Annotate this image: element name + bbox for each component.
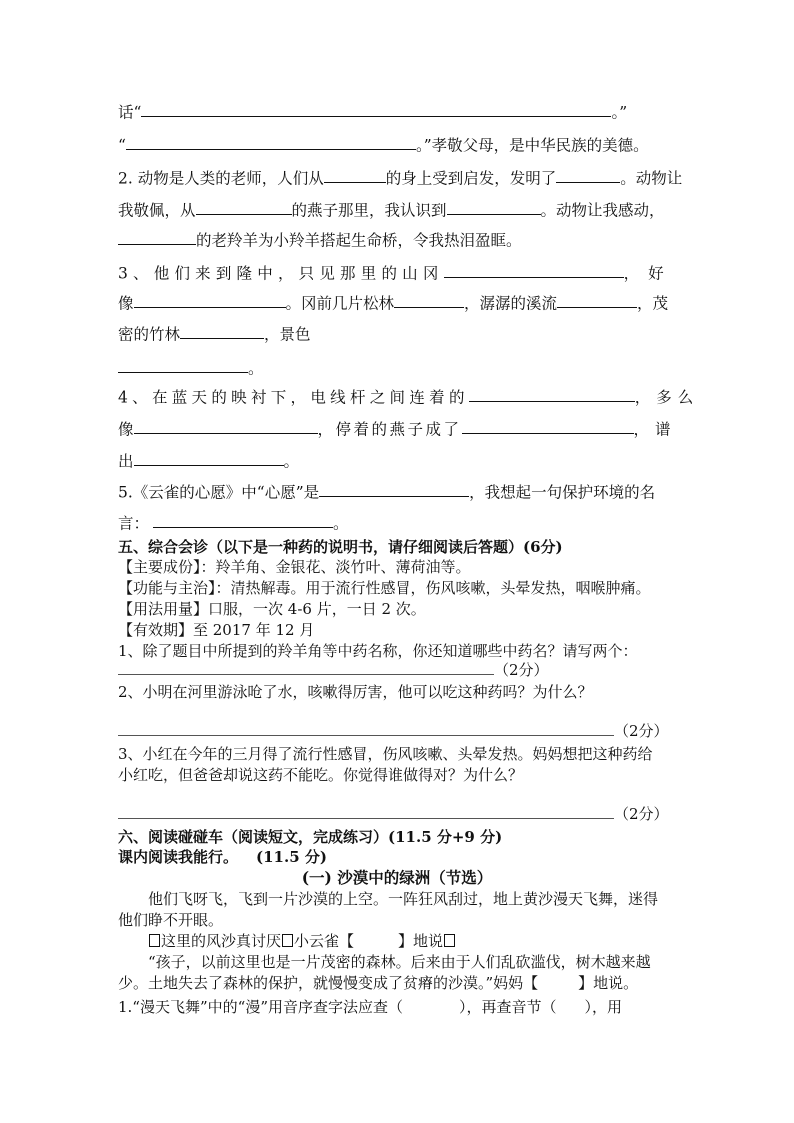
- text: 小云雀【: [294, 932, 355, 950]
- answer-blank[interactable]: [134, 291, 286, 308]
- text: 。”: [611, 103, 628, 122]
- score-label: （2分）: [614, 722, 669, 740]
- answer-blank[interactable]: [319, 480, 469, 497]
- question-2-line-3: [118, 228, 522, 250]
- answer-blank[interactable]: [444, 261, 624, 278]
- answer-blank[interactable]: [196, 198, 292, 215]
- question-3-line-4: [118, 356, 264, 378]
- answer-line[interactable]: [118, 664, 494, 676]
- text: 4、在蓝天的映衬下，电线杆之间连着的: [118, 388, 469, 407]
- text: ，潺潺的溪流: [464, 294, 558, 313]
- section-6-heading: 六、阅读碰碰车（阅读短文，完成练习）(11.5 分+9 分): [118, 828, 503, 846]
- text: 像: [118, 420, 134, 439]
- answer-blank[interactable]: [134, 449, 284, 466]
- text: 1.“漫天飞舞”中的“漫”用音序查字法应查（: [118, 998, 403, 1016]
- text: ），用: [584, 998, 623, 1016]
- punctuation-box[interactable]: [444, 934, 455, 947]
- question-5-line-2: [118, 511, 349, 533]
- section-5-question-1: 1、除了题目中所提到的羚羊角等中药名称，你还知道哪些中药名？请写两个：: [118, 642, 638, 660]
- medicine-expiry: 【有效期】至 2017 年 12 月: [118, 621, 315, 639]
- text: ，我想起一句保护环境的名: [469, 483, 656, 502]
- text: 少。土地失去了森林的保护，就慢慢变成了贫瘠的沙漠。”妈妈【: [118, 974, 539, 992]
- answer-blank[interactable]: [180, 322, 264, 339]
- section-5-question-3-line-1: 3、小红在今年的三月得了流行性感冒，伤风咳嗽、头晕发热。妈妈想把这种药给: [118, 745, 653, 763]
- question-3-line-2: [118, 291, 668, 313]
- section-5-answer-line-2: [118, 720, 669, 741]
- fill-line-1: [118, 100, 627, 122]
- question-2-line-2: [118, 198, 665, 220]
- text: 这里的风沙真讨厌: [161, 932, 282, 950]
- passage-paragraph-1-line-2: 他们睁不开眼。: [118, 911, 224, 929]
- text: 的老羚羊为小羚羊搭起生命桥，令我热泪盈眶。: [196, 231, 522, 250]
- section-5-question-3-line-2: 小红吃，但爸爸却说这药不能吃。你觉得谁做得对？为什么？: [118, 766, 524, 784]
- answer-line[interactable]: [118, 725, 614, 737]
- text: ，好: [623, 264, 673, 283]
- answer-line[interactable]: [118, 808, 614, 820]
- section-5-heading: 五、综合会诊（以下是一种药的说明书，请仔细阅读后答题）(6分): [118, 538, 563, 556]
- question-4-line-3: [118, 449, 299, 471]
- punctuation-box[interactable]: [149, 934, 160, 947]
- section-6-subheading: [118, 846, 327, 867]
- text: 3、他们来到隆中，只见那里的山冈: [118, 264, 444, 283]
- passage-title: (一) 沙漠中的绿洲（节选）: [301, 868, 493, 887]
- text: 言：: [118, 514, 150, 533]
- text: 。动物让: [620, 169, 683, 188]
- text: 。: [283, 452, 300, 471]
- text: 】地说。: [578, 974, 639, 992]
- text: ，停着的燕子成了: [317, 420, 462, 439]
- answer-blank[interactable]: [118, 356, 248, 373]
- text: 我敬佩，从: [118, 201, 196, 220]
- text: 话“: [118, 103, 142, 122]
- text: 。: [248, 359, 264, 378]
- text: 2. 动物是人类的老师，人们从: [118, 169, 324, 188]
- answer-blank[interactable]: [141, 100, 611, 117]
- passage-paragraph-1-line-1: 他们飞呀飞，飞到一片沙漠的上空。一阵狂风刮过，地上黄沙漫天飞舞，迷得: [148, 890, 659, 908]
- answer-blank[interactable]: [462, 417, 634, 434]
- subheading-score: (11.5 分): [256, 848, 327, 866]
- text: ，谱: [633, 420, 677, 439]
- text: 。: [333, 514, 349, 533]
- text: 的身上受到启发，发明了: [385, 169, 557, 188]
- question-3-line-1: [118, 261, 673, 283]
- medicine-ingredients: 【主要成份】：羚羊角、金银花、淡竹叶、薄荷油等。: [118, 558, 471, 576]
- answer-blank[interactable]: [556, 166, 620, 183]
- text: “: [118, 136, 126, 155]
- subheading-text: 课内阅读我能行。: [118, 848, 239, 866]
- passage-paragraph-2: [148, 930, 456, 951]
- section-5-answer-line-1: [118, 659, 549, 680]
- answer-blank[interactable]: [153, 511, 333, 528]
- question-4-line-1: [118, 385, 699, 407]
- section-5-question-2: 2、小明在河里游泳呛了水，咳嗽得厉害，他可以吃这种药吗？为什么？: [118, 683, 593, 701]
- passage-question-1: [118, 996, 622, 1017]
- question-4-line-2: [118, 417, 677, 439]
- medicine-function: 【功能与主治】：清热解毒。用于流行性感冒，伤风咳嗽，头晕发热，咽喉肿痛。: [118, 579, 651, 597]
- score-label: （2分）: [614, 805, 669, 823]
- passage-paragraph-3-line-1: “孩子，以前这里也是一片茂密的森林。后来由于人们乱砍滥伐，树木越来越: [148, 953, 651, 971]
- answer-blank[interactable]: [557, 291, 637, 308]
- text: 。冈前几片松林: [285, 294, 395, 313]
- medicine-usage: 【用法用量】口服，一次 4-6 片，一日 2 次。: [118, 600, 426, 618]
- answer-blank[interactable]: [324, 166, 386, 183]
- answer-blank[interactable]: [126, 133, 416, 150]
- score-label: （2分）: [494, 661, 549, 679]
- answer-blank[interactable]: [134, 417, 318, 434]
- text: ，多么: [634, 388, 700, 407]
- text: 。”孝敬父母，是中华民族的美德。: [415, 136, 649, 155]
- question-2-line-1: [118, 166, 682, 188]
- text: ，茂: [637, 294, 669, 313]
- text: 的燕子那里，我认识到: [291, 201, 447, 220]
- text: 像: [118, 294, 134, 313]
- answer-blank[interactable]: [447, 198, 541, 215]
- passage-paragraph-3-line-2: [118, 972, 638, 993]
- text: ，景色: [264, 325, 311, 344]
- section-5-answer-line-3: [118, 803, 669, 824]
- punctuation-box[interactable]: [282, 934, 293, 947]
- text: 出: [118, 452, 134, 471]
- answer-blank[interactable]: [469, 385, 635, 402]
- question-5-line-1: [118, 480, 655, 502]
- text: 密的竹林: [118, 325, 181, 344]
- text: 5.《云雀的心愿》中“心愿”是: [118, 483, 320, 502]
- text: ），再查音节（: [459, 998, 557, 1016]
- text: 】地说: [398, 932, 444, 950]
- answer-blank[interactable]: [118, 228, 196, 245]
- answer-blank[interactable]: [394, 291, 464, 308]
- text: 。动物让我感动，: [540, 201, 665, 220]
- question-3-line-3: [118, 322, 311, 344]
- fill-line-2: [118, 133, 649, 155]
